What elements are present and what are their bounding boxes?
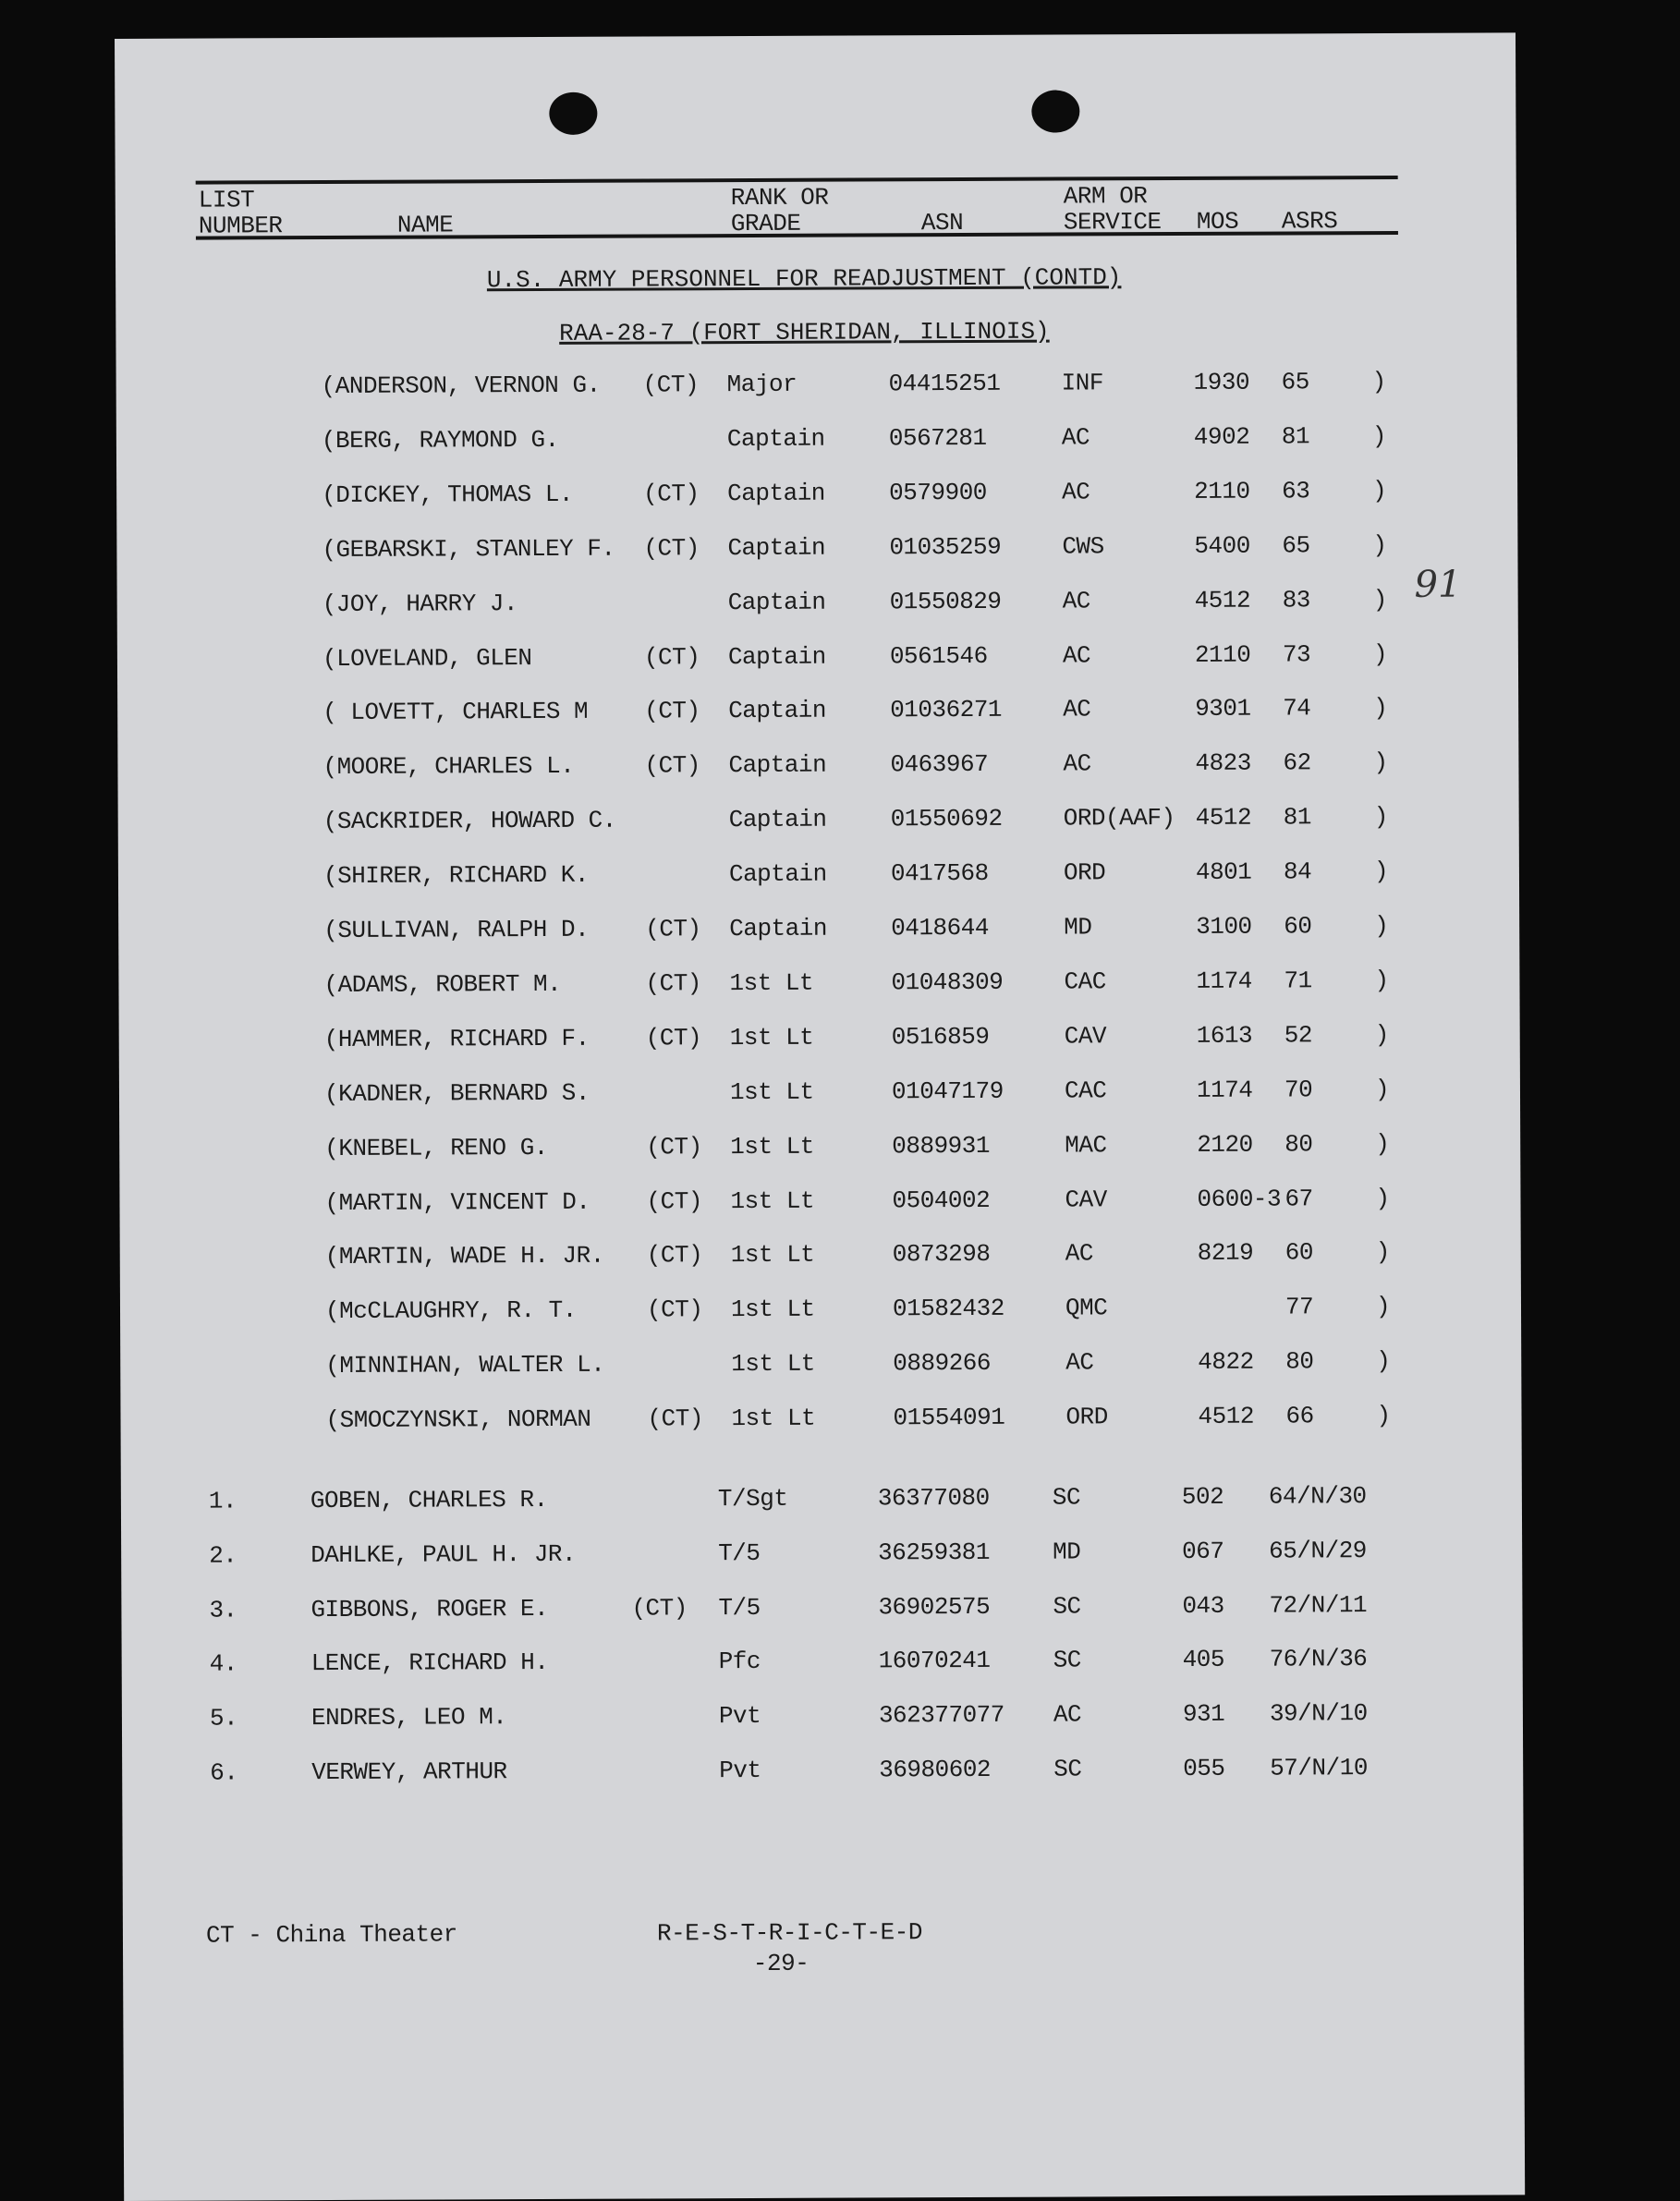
officer-close-cell: ): [1373, 694, 1388, 723]
officer-rank-cell: Captain: [727, 588, 826, 616]
officer-name-cell: (KADNER, BERNARD S.: [323, 1078, 590, 1108]
officer-name-cell: (MARTIN, WADE H. JR.: [324, 1242, 604, 1271]
officer-rank-cell: Captain: [729, 914, 827, 943]
officer-mos-cell: 8219: [1197, 1239, 1254, 1268]
officer-name-cell: (SMOCZYNSKI, NORMAN: [325, 1405, 591, 1435]
officer-asn-cell: 0567281: [888, 423, 987, 453]
officer-ct-cell: (CT): [644, 697, 700, 725]
officer-ct-cell: (CT): [643, 533, 700, 563]
officer-close-cell: ): [1375, 1238, 1390, 1267]
officer-mos-cell: 0600-3: [1197, 1185, 1282, 1213]
enlisted-name-cell: GOBEN, CHARLES R.: [310, 1485, 548, 1515]
officer-rank-cell: Captain: [728, 697, 826, 725]
officer-arm-cell: ORD: [1065, 1403, 1108, 1431]
column-header-asn: ASN: [920, 208, 964, 237]
officer-mos-cell: 2110: [1194, 477, 1250, 505]
officer-mos-cell: 5400: [1194, 531, 1250, 560]
officer-arm-cell: AC: [1062, 586, 1090, 615]
officer-close-cell: ): [1372, 476, 1387, 505]
officer-rank-cell: Captain: [728, 805, 827, 834]
officer-arm-cell: MD: [1064, 913, 1092, 942]
officer-arm-cell: AC: [1063, 695, 1091, 724]
punch-hole: [549, 92, 597, 135]
enlisted-arm-cell: SC: [1053, 1592, 1081, 1621]
officer-mos-cell: 9301: [1195, 695, 1251, 724]
officer-rank-cell: Captain: [728, 750, 827, 780]
officer-asn-cell: 0463967: [890, 750, 989, 779]
officer-name-cell: (MARTIN, VINCENT D.: [324, 1187, 590, 1217]
officer-arm-cell: AC: [1062, 478, 1090, 506]
officer-close-cell: ): [1373, 748, 1388, 777]
enlisted-num-cell: 4.: [209, 1649, 237, 1678]
officer-rank-cell: Captain: [727, 533, 826, 562]
officer-asn-cell: 0873298: [892, 1240, 991, 1269]
officer-name-cell: (GEBARSKI, STANLEY F.: [322, 534, 615, 564]
enlisted-asn-cell: 36980602: [879, 1755, 992, 1784]
officer-arm-cell: INF: [1061, 369, 1104, 397]
enlisted-asrs-cell: 64/N/30: [1268, 1482, 1367, 1511]
column-header-name: NAME: [396, 211, 454, 239]
officer-arm-cell: CWS: [1062, 532, 1104, 561]
column-header-asrs: ASRS: [1281, 207, 1338, 236]
enlisted-num-cell: 2.: [209, 1541, 237, 1570]
page-number: -29-: [752, 1949, 810, 1978]
enlisted-name-cell: DAHLKE, PAUL H. JR.: [310, 1539, 577, 1569]
officer-asn-cell: 0418644: [891, 913, 989, 942]
officer-close-cell: ): [1374, 1020, 1389, 1049]
column-header-mos: MOS: [1196, 207, 1239, 236]
enlisted-name-cell: VERWEY, ARTHUR: [311, 1757, 507, 1787]
officer-rank-cell: 1st Lt: [730, 1186, 815, 1215]
classification-marking: R-E-S-T-R-I-C-T-E-D: [656, 1918, 922, 1948]
officer-asrs-cell: 81: [1281, 422, 1310, 451]
officer-arm-cell: AC: [1065, 1348, 1094, 1377]
officer-close-cell: ): [1375, 1184, 1390, 1212]
enlisted-rank-cell: T/5: [718, 1593, 761, 1622]
officer-close-cell: ): [1371, 421, 1387, 450]
officer-name-cell: (MOORE, CHARLES L.: [323, 752, 575, 782]
officer-ct-cell: (CT): [643, 480, 700, 508]
officer-ct-cell: (CT): [645, 915, 701, 943]
officer-rank-cell: Captain: [726, 424, 825, 454]
officer-asrs-cell: 60: [1284, 1238, 1314, 1267]
document-page: [115, 32, 1525, 2201]
officer-name-cell: (JOY, HARRY J.: [322, 589, 518, 618]
enlisted-mos-cell: 055: [1183, 1754, 1225, 1782]
enlisted-name-cell: ENDRES, LEO M.: [310, 1703, 507, 1733]
enlisted-rank-cell: T/Sgt: [717, 1484, 788, 1514]
column-header-rank-grade: GRADE: [730, 209, 801, 238]
officer-asrs-cell: 81: [1283, 803, 1311, 832]
officer-ct-cell: (CT): [647, 1405, 704, 1433]
officer-asrs-cell: 80: [1285, 1347, 1314, 1376]
officer-rank-cell: 1st Lt: [731, 1404, 816, 1433]
officer-mos-cell: 4823: [1195, 748, 1251, 778]
officer-rank-cell: Captain: [728, 859, 827, 889]
officer-rank-cell: 1st Lt: [730, 1241, 815, 1270]
enlisted-mos-cell: 067: [1182, 1537, 1224, 1565]
officer-arm-cell: CAC: [1064, 1076, 1107, 1105]
column-header-rank-grade-line1: RANK OR: [730, 183, 829, 213]
officer-ct-cell: (CT): [643, 642, 700, 672]
officer-name-cell: (KNEBEL, RENO G.: [324, 1133, 548, 1162]
enlisted-ct-cell: (CT): [631, 1593, 688, 1623]
officer-rank-cell: Major: [726, 370, 797, 399]
officer-name-cell: (SACKRIDER, HOWARD C.: [323, 806, 616, 836]
enlisted-num-cell: 3.: [209, 1596, 237, 1624]
officer-mos-cell: 4512: [1195, 803, 1252, 833]
document-subtitle: RAA-28-7 (FORT SHERIDAN, ILLINOIS): [559, 317, 1050, 347]
officer-arm-cell: CAC: [1064, 967, 1106, 996]
officer-close-cell: ): [1376, 1402, 1391, 1430]
enlisted-mos-cell: 502: [1181, 1482, 1224, 1511]
officer-name-cell: (ANDERSON, VERNON G.: [321, 371, 601, 401]
officer-mos-cell: 2110: [1194, 640, 1251, 669]
enlisted-arm-cell: SC: [1053, 1646, 1081, 1674]
officer-asn-cell: 01048309: [891, 967, 1004, 997]
officer-mos-cell: 4512: [1198, 1402, 1255, 1430]
officer-rank-cell: Captain: [727, 642, 826, 671]
enlisted-asn-cell: 16070241: [878, 1647, 991, 1675]
enlisted-name-cell: GIBBONS, ROGER E.: [310, 1594, 549, 1623]
officer-close-cell: ): [1374, 1075, 1390, 1103]
officer-close-cell: ): [1371, 368, 1386, 396]
officer-name-cell: (BERG, RAYMOND G.: [321, 425, 559, 455]
officer-name-cell: (SULLIVAN, RALPH D.: [323, 915, 590, 945]
officer-arm-cell: ORD: [1063, 858, 1106, 887]
officer-ct-cell: (CT): [646, 1241, 703, 1270]
officer-name-cell: (DICKEY, THOMAS L.: [322, 480, 574, 509]
officer-mos-cell: 2120: [1197, 1130, 1253, 1159]
officer-name-cell: (LOVELAND, GLEN: [322, 643, 532, 673]
officer-arm-cell: CAV: [1064, 1022, 1107, 1051]
officer-mos-cell: 1174: [1196, 1076, 1253, 1104]
officer-asrs-cell: 63: [1282, 477, 1310, 505]
officer-name-cell: (McCLAUGHRY, R. T.: [324, 1296, 577, 1326]
officer-asn-cell: 01582432: [892, 1295, 1004, 1323]
officer-rank-cell: 1st Lt: [730, 1132, 814, 1161]
officer-name-cell: ( LOVETT, CHARLES M: [323, 698, 589, 727]
enlisted-asrs-cell: 57/N/10: [1270, 1754, 1368, 1782]
officer-arm-cell: AC: [1065, 1239, 1094, 1268]
enlisted-mos-cell: 931: [1182, 1699, 1225, 1729]
officer-close-cell: ): [1375, 1293, 1391, 1321]
officer-ct-cell: (CT): [645, 969, 701, 998]
enlisted-asn-cell: 36902575: [878, 1592, 991, 1622]
officer-asrs-cell: 60: [1284, 912, 1312, 941]
officer-asn-cell: 01047179: [891, 1076, 1004, 1106]
officer-rank-cell: 1st Lt: [731, 1349, 815, 1379]
enlisted-name-cell: LENCE, RICHARD H.: [310, 1648, 549, 1678]
officer-asn-cell: 0504002: [892, 1186, 991, 1214]
enlisted-asrs-cell: 65/N/29: [1269, 1536, 1367, 1565]
officer-ct-cell: (CT): [646, 1295, 703, 1324]
officer-ct-cell: (CT): [644, 751, 700, 780]
officer-name-cell: (HAMMER, RICHARD F.: [323, 1024, 590, 1053]
officer-ct-cell: (CT): [646, 1132, 702, 1161]
officer-ct-cell: (CT): [645, 1024, 702, 1052]
officer-asrs-cell: 65: [1281, 368, 1309, 396]
officer-close-cell: ): [1374, 966, 1389, 994]
enlisted-rank-cell: Pfc: [718, 1648, 761, 1676]
officer-asn-cell: 0516859: [891, 1022, 990, 1052]
column-header-list-number: NUMBER: [198, 212, 283, 240]
officer-arm-cell: AC: [1063, 749, 1091, 778]
officer-asn-cell: 0579900: [889, 478, 987, 507]
officer-mos-cell: 3100: [1196, 912, 1252, 941]
enlisted-num-cell: 6.: [210, 1758, 238, 1787]
enlisted-asrs-cell: 72/N/11: [1269, 1590, 1368, 1620]
officer-arm-cell: MAC: [1065, 1130, 1107, 1160]
officer-rank-cell: Captain: [727, 479, 825, 507]
handwritten-page-mark: 91: [1414, 563, 1462, 606]
officer-ct-cell: (CT): [642, 371, 700, 399]
officer-asrs-cell: 70: [1284, 1076, 1313, 1104]
officer-ct-cell: (CT): [646, 1186, 702, 1216]
officer-asrs-cell: 66: [1285, 1402, 1314, 1430]
enlisted-asn-cell: 36377080: [877, 1483, 990, 1513]
enlisted-mos-cell: 405: [1182, 1646, 1225, 1674]
officer-asn-cell: 0889266: [893, 1349, 992, 1378]
enlisted-rank-cell: Pvt: [718, 1702, 761, 1731]
enlisted-num-cell: 1.: [208, 1487, 237, 1515]
officer-mos-cell: 4512: [1194, 586, 1251, 614]
officer-asrs-cell: 52: [1284, 1021, 1313, 1050]
officer-asrs-cell: 67: [1284, 1184, 1313, 1212]
officer-asrs-cell: 77: [1284, 1293, 1314, 1321]
enlisted-asrs-cell: 39/N/10: [1269, 1699, 1368, 1728]
officer-arm-cell: CAV: [1065, 1185, 1107, 1214]
officer-asrs-cell: 73: [1282, 639, 1311, 668]
enlisted-mos-cell: 043: [1182, 1591, 1224, 1620]
officer-arm-cell: AC: [1061, 423, 1090, 452]
officer-mos-cell: 4801: [1195, 857, 1252, 886]
officer-asrs-cell: 74: [1283, 694, 1311, 723]
officer-mos-cell: 1930: [1193, 368, 1250, 396]
officer-asrs-cell: 83: [1282, 585, 1310, 614]
officer-name-cell: (ADAMS, ROBERT M.: [323, 969, 562, 999]
officer-asrs-cell: 80: [1284, 1129, 1313, 1159]
officer-close-cell: ): [1372, 639, 1388, 668]
officer-asn-cell: 01035259: [889, 532, 1002, 562]
officer-rank-cell: 1st Lt: [729, 1023, 814, 1052]
officer-asn-cell: 01550692: [890, 805, 1003, 833]
column-header-arm-service-line1: ARM OR: [1063, 182, 1148, 211]
officer-asn-cell: 0561546: [889, 641, 988, 670]
officer-arm-cell: AC: [1062, 640, 1091, 670]
footer-legend: CT - China Theater: [205, 1920, 457, 1950]
column-header-arm-service: SERVICE: [1063, 208, 1162, 237]
enlisted-num-cell: 5.: [209, 1704, 238, 1733]
enlisted-arm-cell: MD: [1053, 1538, 1081, 1566]
officer-asrs-cell: 65: [1282, 531, 1310, 560]
enlisted-arm-cell: SC: [1052, 1483, 1081, 1512]
officer-mos-cell: 4902: [1193, 422, 1250, 451]
enlisted-arm-cell: AC: [1053, 1700, 1082, 1729]
officer-asn-cell: 01550829: [889, 587, 1002, 615]
officer-close-cell: ): [1376, 1347, 1391, 1376]
officer-mos-cell: 1613: [1196, 1021, 1253, 1050]
enlisted-arm-cell: SC: [1053, 1755, 1082, 1783]
officer-close-cell: ): [1374, 911, 1389, 941]
officer-close-cell: ): [1372, 585, 1387, 614]
officer-asn-cell: 01036271: [890, 696, 1003, 724]
punch-hole: [1031, 90, 1079, 132]
officer-close-cell: ): [1373, 803, 1388, 832]
enlisted-rank-cell: T/5: [718, 1538, 761, 1567]
officer-close-cell: ): [1372, 530, 1387, 559]
officer-name-cell: (SHIRER, RICHARD K.: [323, 860, 589, 891]
officer-asrs-cell: 71: [1284, 967, 1312, 995]
officer-arm-cell: ORD(AAF): [1063, 804, 1175, 833]
officer-rank-cell: 1st Lt: [729, 968, 814, 997]
enlisted-rank-cell: Pvt: [719, 1756, 761, 1785]
officer-arm-cell: QMC: [1065, 1294, 1108, 1322]
officer-asn-cell: 0889931: [892, 1131, 991, 1160]
officer-mos-cell: 1174: [1196, 967, 1252, 995]
officer-asn-cell: 04415251: [888, 369, 1001, 398]
enlisted-asn-cell: 362377077: [878, 1701, 1004, 1730]
officer-asn-cell: 0417568: [890, 858, 989, 888]
enlisted-asn-cell: 36259381: [878, 1538, 991, 1567]
officer-asn-cell: 01554091: [893, 1403, 1005, 1432]
officer-rank-cell: 1st Lt: [729, 1077, 814, 1106]
officer-mos-cell: 4822: [1198, 1347, 1254, 1377]
column-header-list-number-line1: LIST: [198, 186, 255, 214]
officer-name-cell: (MINNIHAN, WALTER L.: [325, 1350, 605, 1380]
document-title: U.S. ARMY PERSONNEL FOR READJUSTMENT (CONTD): [486, 263, 1122, 295]
officer-close-cell: ): [1373, 857, 1389, 886]
officer-asrs-cell: 84: [1283, 857, 1312, 886]
officer-asrs-cell: 62: [1283, 748, 1311, 777]
officer-close-cell: ): [1375, 1129, 1390, 1158]
enlisted-asrs-cell: 76/N/36: [1269, 1645, 1368, 1673]
officer-rank-cell: 1st Lt: [730, 1295, 815, 1324]
